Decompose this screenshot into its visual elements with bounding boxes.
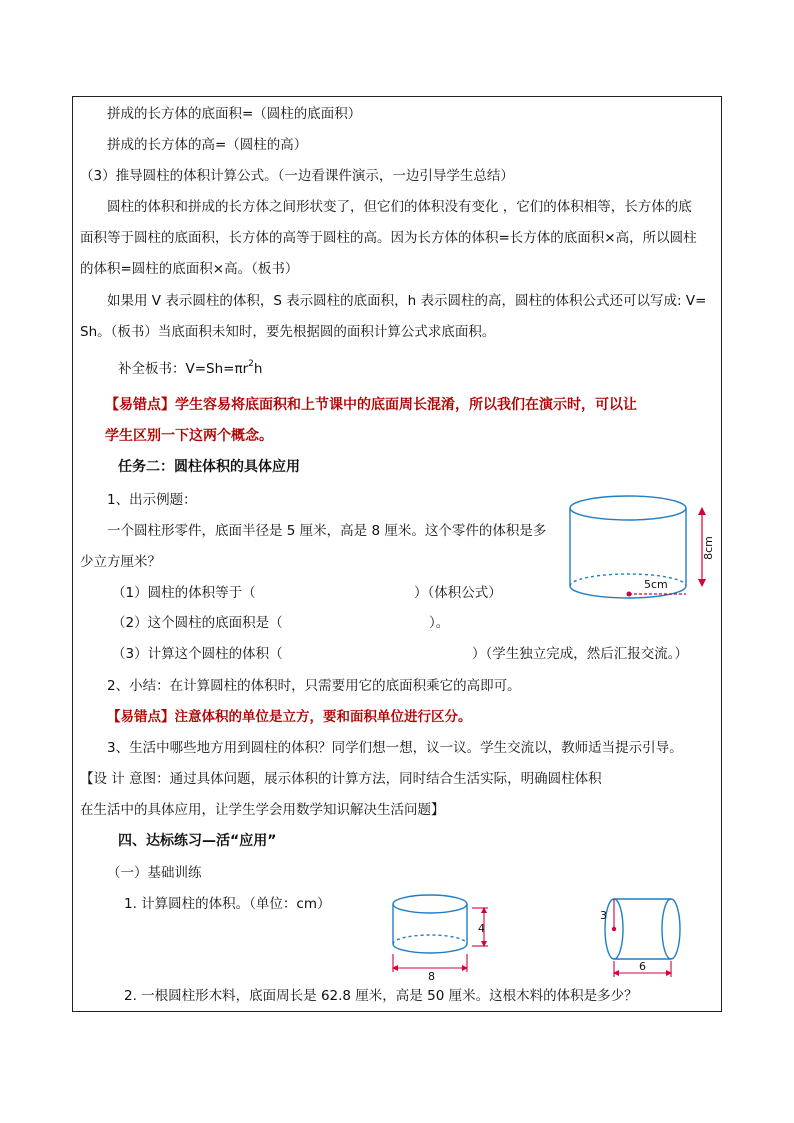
para2-line1: 如果用 V 表示圆柱的体积，S 表示圆柱的底面积，h 表示圆柱的高，圆柱的体积公式还可以写成: V= xyxy=(107,293,707,309)
task1-line: 1. 计算圆柱的体积。（单位：cm） xyxy=(124,896,331,912)
line-base-area: 拼成的长方体的底面积=（圆柱的底面积） xyxy=(107,106,362,122)
line-derive-formula: （3）推导圆柱的体积计算公式。（一边看课件演示，一边引导学生总结） xyxy=(80,168,514,184)
cylinder1-height-arrow-up xyxy=(698,507,706,515)
cylinder3-center-dot xyxy=(612,927,616,931)
cylinder3-length-label: 6 xyxy=(639,960,646,973)
para2-line2: Sh。（板书）当底面积未知时，要先根据圆的面积计算公式求底面积。 xyxy=(80,324,496,340)
cylinder-figure-2 xyxy=(388,892,498,980)
example-intro: 1、出示例题： xyxy=(107,492,197,508)
cylinder2-top-ellipse xyxy=(393,895,467,913)
supplement-suffix: h xyxy=(253,361,263,377)
para1-line1: 圆柱的体积和拼成的长方体之间形状变了，但它们的体积没有变化 ，它们的体积相等，长方体的底 xyxy=(107,199,692,215)
question2-start: （2）这个圆柱的底面积是（ xyxy=(112,615,283,631)
cylinder2-bottom-back xyxy=(393,935,467,944)
cylinder1-center-dot xyxy=(627,592,632,597)
question3-end: ）（学生独立完成，然后汇报交流。） xyxy=(472,646,688,662)
cylinder1-bottom-back xyxy=(570,574,686,586)
cylinder1-top-ellipse xyxy=(570,496,686,520)
life-application-line: 3、生活中哪些地方用到圆柱的体积？同学们想一想，议一议。学生交流以，教师适当提示引导。 xyxy=(107,740,683,756)
question1-start: （1）圆柱的体积等于（ xyxy=(112,585,256,601)
cylinder1-height-arrow-down xyxy=(698,579,706,587)
cylinder2-diameter-label: 8 xyxy=(428,970,435,980)
line-height: 拼成的长方体的高=（圆柱的高） xyxy=(107,137,308,153)
summary-line: 2、小结：在计算圆柱的体积时，只需要用它的底面积乘它的高即可。 xyxy=(107,678,521,694)
error-point-units: 【易错点】注意体积的单位是立方，要和面积单位进行区分。 xyxy=(107,709,472,725)
supplement-superscript: 2 xyxy=(248,359,254,369)
task2-heading: 任务二：圆柱体积的具体应用 xyxy=(118,459,300,475)
design-intent-line2: 在生活中的具体应用，让学生学会用数学知识解决生活问题】 xyxy=(80,802,445,818)
cylinder2-bottom-front xyxy=(393,944,467,953)
supplement-prefix: 补全板书：V=Sh=πr xyxy=(118,361,249,377)
cylinder3-right-ellipse xyxy=(662,899,680,959)
section4-heading: 四、达标练习—活“应用” xyxy=(118,833,277,849)
example-text-line1: 一个圆柱形零件，底面半径是 5 厘米，高是 8 厘米。这个零件的体积是多 xyxy=(107,523,547,539)
cylinder-figure-1 xyxy=(560,490,720,608)
cylinder-figure-3 xyxy=(596,895,696,980)
para1-line3: 的体积=圆柱的底面积×高。（板书） xyxy=(80,261,299,277)
cylinder1-radius-label: 5cm xyxy=(644,578,668,591)
error-point-line1: 【易错点】学生容易将底面积和上节课中的底面周长混淆，所以我们在演示时，可以让 xyxy=(105,397,637,413)
supplement-formula xyxy=(118,360,262,380)
cylinder1-height-label: 8cm xyxy=(702,536,715,560)
cylinder3-diameter-label: 3 xyxy=(600,909,607,922)
question1-end: ）（体积公式） xyxy=(414,585,502,601)
basic-training-heading: （一）基础训练 xyxy=(107,865,202,881)
cylinder2-height-label: 4 xyxy=(478,922,485,935)
para1-line2: 面积等于圆柱的底面积，长方体的高等于圆柱的高。因为长方体的体积=长方体的底面积×高，所以圆柱 xyxy=(80,230,697,246)
design-intent-line1: 【设 计 意图：通过具体问题，展示体积的计算方法，同时结合生活实际，明确圆柱体积 xyxy=(80,771,602,787)
question3-start: （3）计算这个圆柱的体积（ xyxy=(112,646,283,662)
task2-line: 2. 一根圆柱形木料，底面周长是 62.8 厘米，高是 50 厘米。这根木料的体积是多少？ xyxy=(124,988,638,1004)
error-point-line2: 学生区别一下这两个概念。 xyxy=(105,428,273,444)
question2-end: ）。 xyxy=(429,615,450,631)
example-text-line2: 少立方厘米？ xyxy=(80,554,161,570)
